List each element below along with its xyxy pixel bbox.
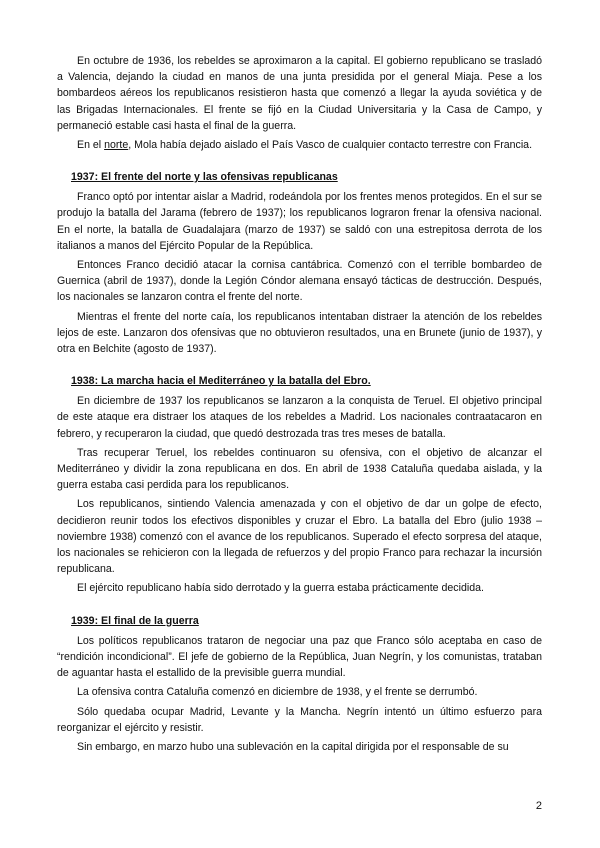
body-paragraph: Los políticos republicanos trataron de negociar una paz que Franco sólo aceptaba en caso de “rendición incondicional”. El jefe de gobierno de la República, Juan Negrín, y los comunistas, trataban de aguantar hasta el estallido de la previsible guerra mundial.: [57, 634, 542, 680]
body-paragraph: Mientras el frente del norte caía, los republicanos intentaban distraer la atención de los rebeldes lejos de este. Lanzaron dos ofensivas que no obtuvieron resultados, una en Brunete (junio de 1937), y otra en Belchite (agosto de 1937).: [57, 310, 542, 356]
body-paragraph: El ejército republicano había sido derrotado y la guerra estaba prácticamente decidida.: [77, 582, 484, 595]
section-heading-1938: 1938: La marcha hacia el Mediterráneo y la batalla del Ebro.: [71, 375, 371, 388]
body-paragraph: Entonces Franco decidió atacar la cornisa cantábrica. Comenzó con el terrible bombardeo de Guernica (abril de 1937), donde la Legión Cóndor alemana ensayó tácticas de destrucción. Después, los nacionales se lanzaron contra el frente del norte.: [57, 259, 542, 304]
page-content: [57, 53, 542, 758]
body-paragraph: Franco optó por intentar aislar a Madrid, rodeándola por los frentes menos protegidos. En el sur se produjo la batalla del Jarama (febrero de 1937); los republicanos lograron frenar la ofensiva nacional. En el norte, la batalla de Guadalajara (marzo de 1937) se saldó con una estrepitosa derrota de los italianos a manos del Ejército Popular de la República.: [57, 191, 542, 252]
body-paragraph: [57, 137, 542, 153]
section-heading-1937: 1937: El frente del norte y las ofensivas republicanas: [71, 171, 338, 184]
body-paragraph: Sin embargo, en marzo hubo una sublevación en la capital dirigida por el responsable de su: [77, 740, 509, 753]
body-paragraph: La ofensiva contra Cataluña comenzó en diciembre de 1938, y el frente se derrumbó.: [77, 686, 478, 699]
text-span: En el: [77, 139, 105, 152]
page-number: 2: [535, 800, 542, 812]
body-paragraph: Sólo quedaba ocupar Madrid, Levante y la Mancha. Negrín intentó un último esfuerzo para reorganizar el ejército y resistir.: [57, 705, 542, 734]
text-span: , Mola había dejado aislado el País Vasco de cualquier contacto terrestre con Francia.: [128, 139, 533, 152]
body-paragraph: En octubre de 1936, los rebeldes se aproximaron a la capital. El gobierno republicano se trasladó a Valencia, dejando la ciudad en manos de una junta presidida por el general Miaja. Pese a los bombardeos aéreos los republicanos resistieron hasta que comenzó a llegar la ayuda soviética y de las Brigadas Internacionales. El frente se fijó en la Ciudad Universitaria y la Casa de Campo, y permaneció estable casi hasta el final de la guerra.: [57, 55, 542, 132]
body-paragraph: Los republicanos, sintiendo Valencia amenazada y con el objetivo de dar un golpe de efecto, decidieron reunir todos los efectivos disponibles y cruzar el Ebro. La batalla del Ebro (julio 1938 – noviembre 1938) comenzó con el avance de los republicanos. Superado el efecto sorpresa del ataque, los nacionales se rehicieron con la llegada de refuerzos y del propio Franco para rechazar la incursión republicana.: [57, 498, 542, 576]
underlined-word: norte: [104, 139, 129, 152]
section-heading-1939: 1939: El final de la guerra: [71, 614, 199, 627]
body-paragraph: En diciembre de 1937 los republicanos se lanzaron a la conquista de Teruel. El objetivo principal de este ataque era distraer los ataques de los rebeldes a Madrid. Los nacionales contraatacaron en febrero, y recuperaron la ciudad, que quedó destrozada tras tres meses de batalla.: [57, 395, 542, 440]
body-paragraph: Tras recuperar Teruel, los rebeldes continuaron su ofensiva, con el objetivo de alcanzar el Mediterráneo y dividir la zona republicana en dos. En abril de 1938 Cataluña quedaba aislada, y la guerra estaba casi perdida para los republicanos.: [57, 446, 542, 492]
